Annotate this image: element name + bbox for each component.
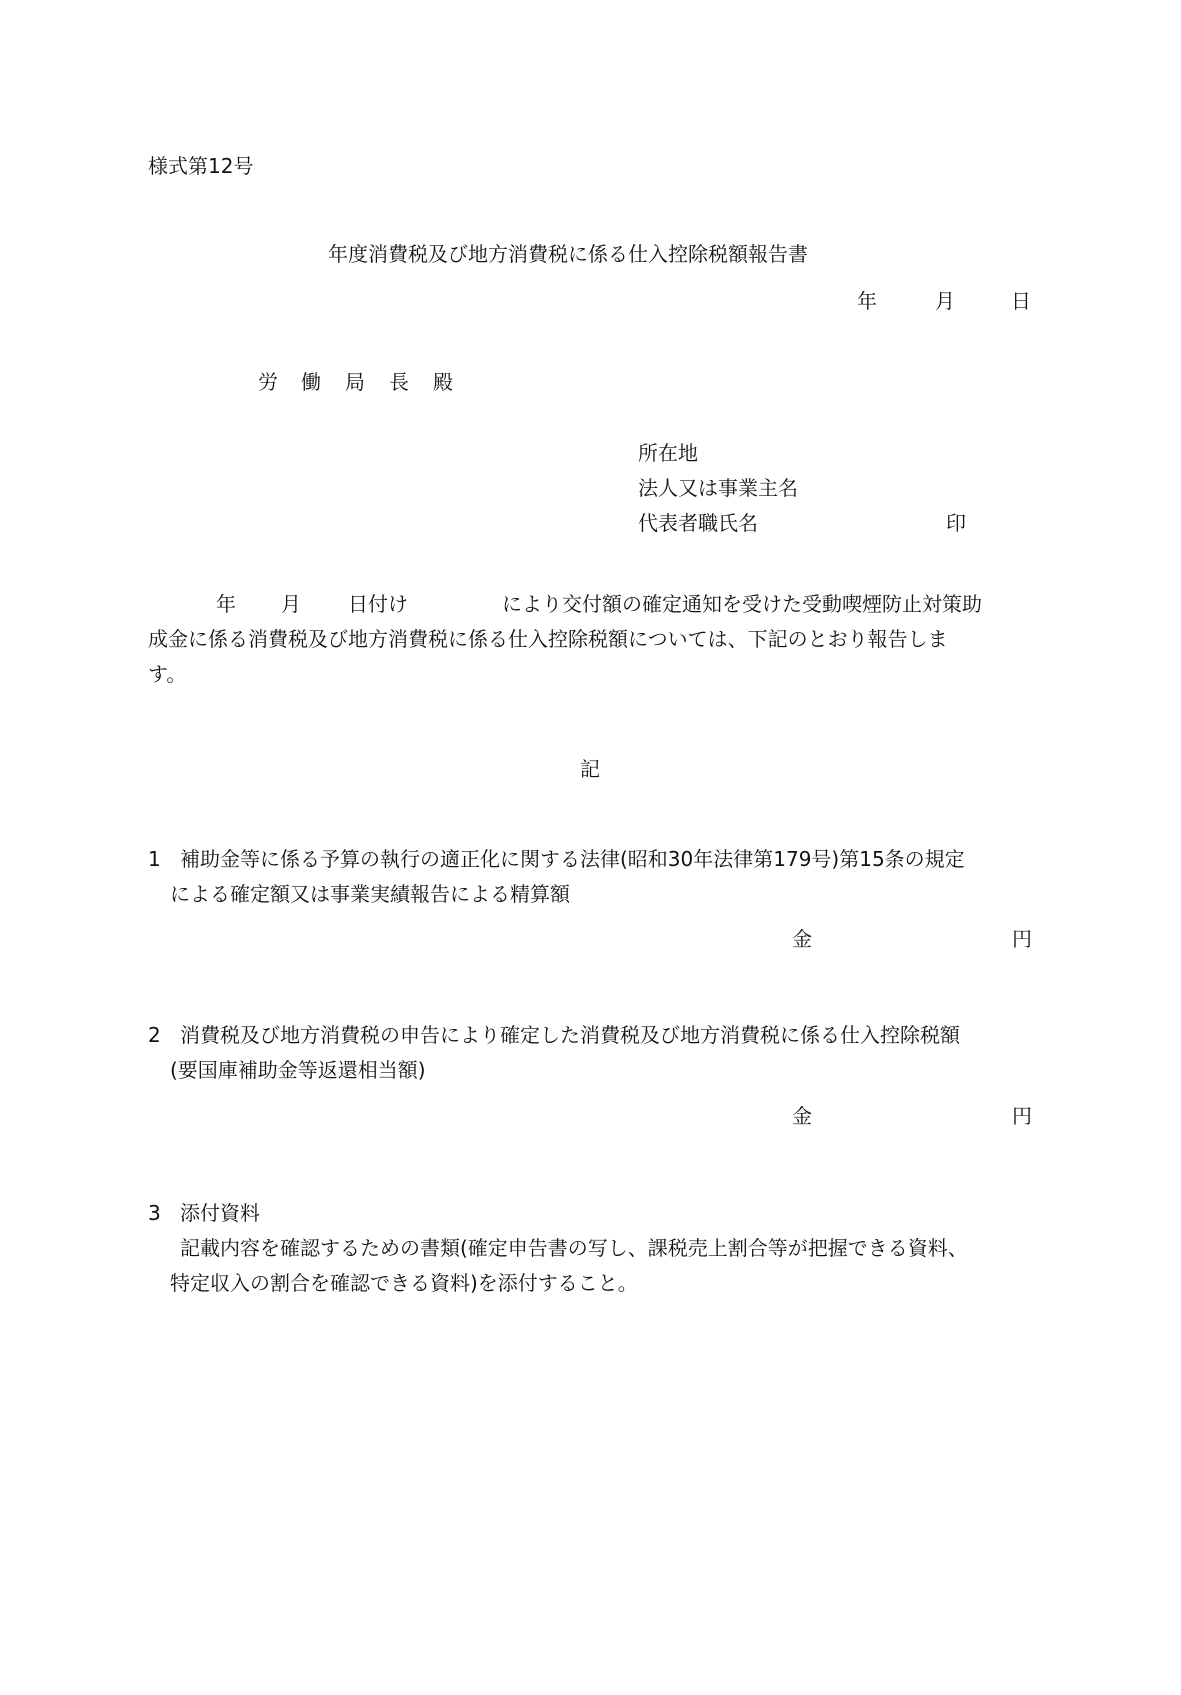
item-line: 特定収入の割合を確認できる資料)を添付すること。 [170,1271,638,1295]
seal-mark: 印 [946,511,966,535]
body-line1-rest: により交付額の確定通知を受けた受動喫煙防止対策助 [502,592,982,616]
form-number: 様式第12号 [148,154,254,178]
item-number: 1 [148,847,161,871]
item-number: 3 [148,1201,161,1225]
address-label: 所在地 [638,441,698,465]
body-year-label: 年 [216,592,236,616]
date-year-label: 年 [857,289,877,313]
document-title: 年度消費税及び地方消費税に係る仕入控除税額報告書 [328,242,808,266]
addressee-char: 働 [301,370,321,394]
body-line3: す。 [148,662,187,686]
ki-heading: 記 [580,757,600,781]
item-line: 消費税及び地方消費税の申告により確定した消費税及び地方消費税に係る仕入控除税額 [180,1023,960,1047]
body-month-label: 月 [281,592,301,616]
amount-suffix: 円 [1012,927,1032,951]
body-line2: 成金に係る消費税及び地方消費税に係る仕入控除税額については、下記のとおり報告しま [148,627,948,651]
date-day-label: 日 [1011,289,1031,313]
addressee-char: 殿 [433,370,453,394]
item-line: 添付資料 [180,1201,260,1225]
addressee-char: 労 [258,370,278,394]
amount-prefix: 金 [792,927,812,951]
item-line: (要国庫補助金等返還相当額) [170,1058,426,1082]
item-line: 記載内容を確認するための書類(確定申告書の写し、課税売上割合等が把握できる資料、 [180,1236,968,1260]
representative-label: 代表者職氏名 [638,511,758,535]
name-label: 法人又は事業主名 [638,476,798,500]
addressee-char: 長 [389,370,409,394]
amount-prefix: 金 [792,1104,812,1128]
amount-suffix: 円 [1012,1104,1032,1128]
item-line: 補助金等に係る予算の執行の適正化に関する法律(昭和30年法律第179号)第15条の規定 [180,847,965,871]
item-line: による確定額又は事業実績報告による精算額 [170,882,570,906]
body-dated-label: 日付け [348,592,408,616]
item-number: 2 [148,1023,161,1047]
date-month-label: 月 [935,289,955,313]
addressee-char: 局 [345,370,365,394]
